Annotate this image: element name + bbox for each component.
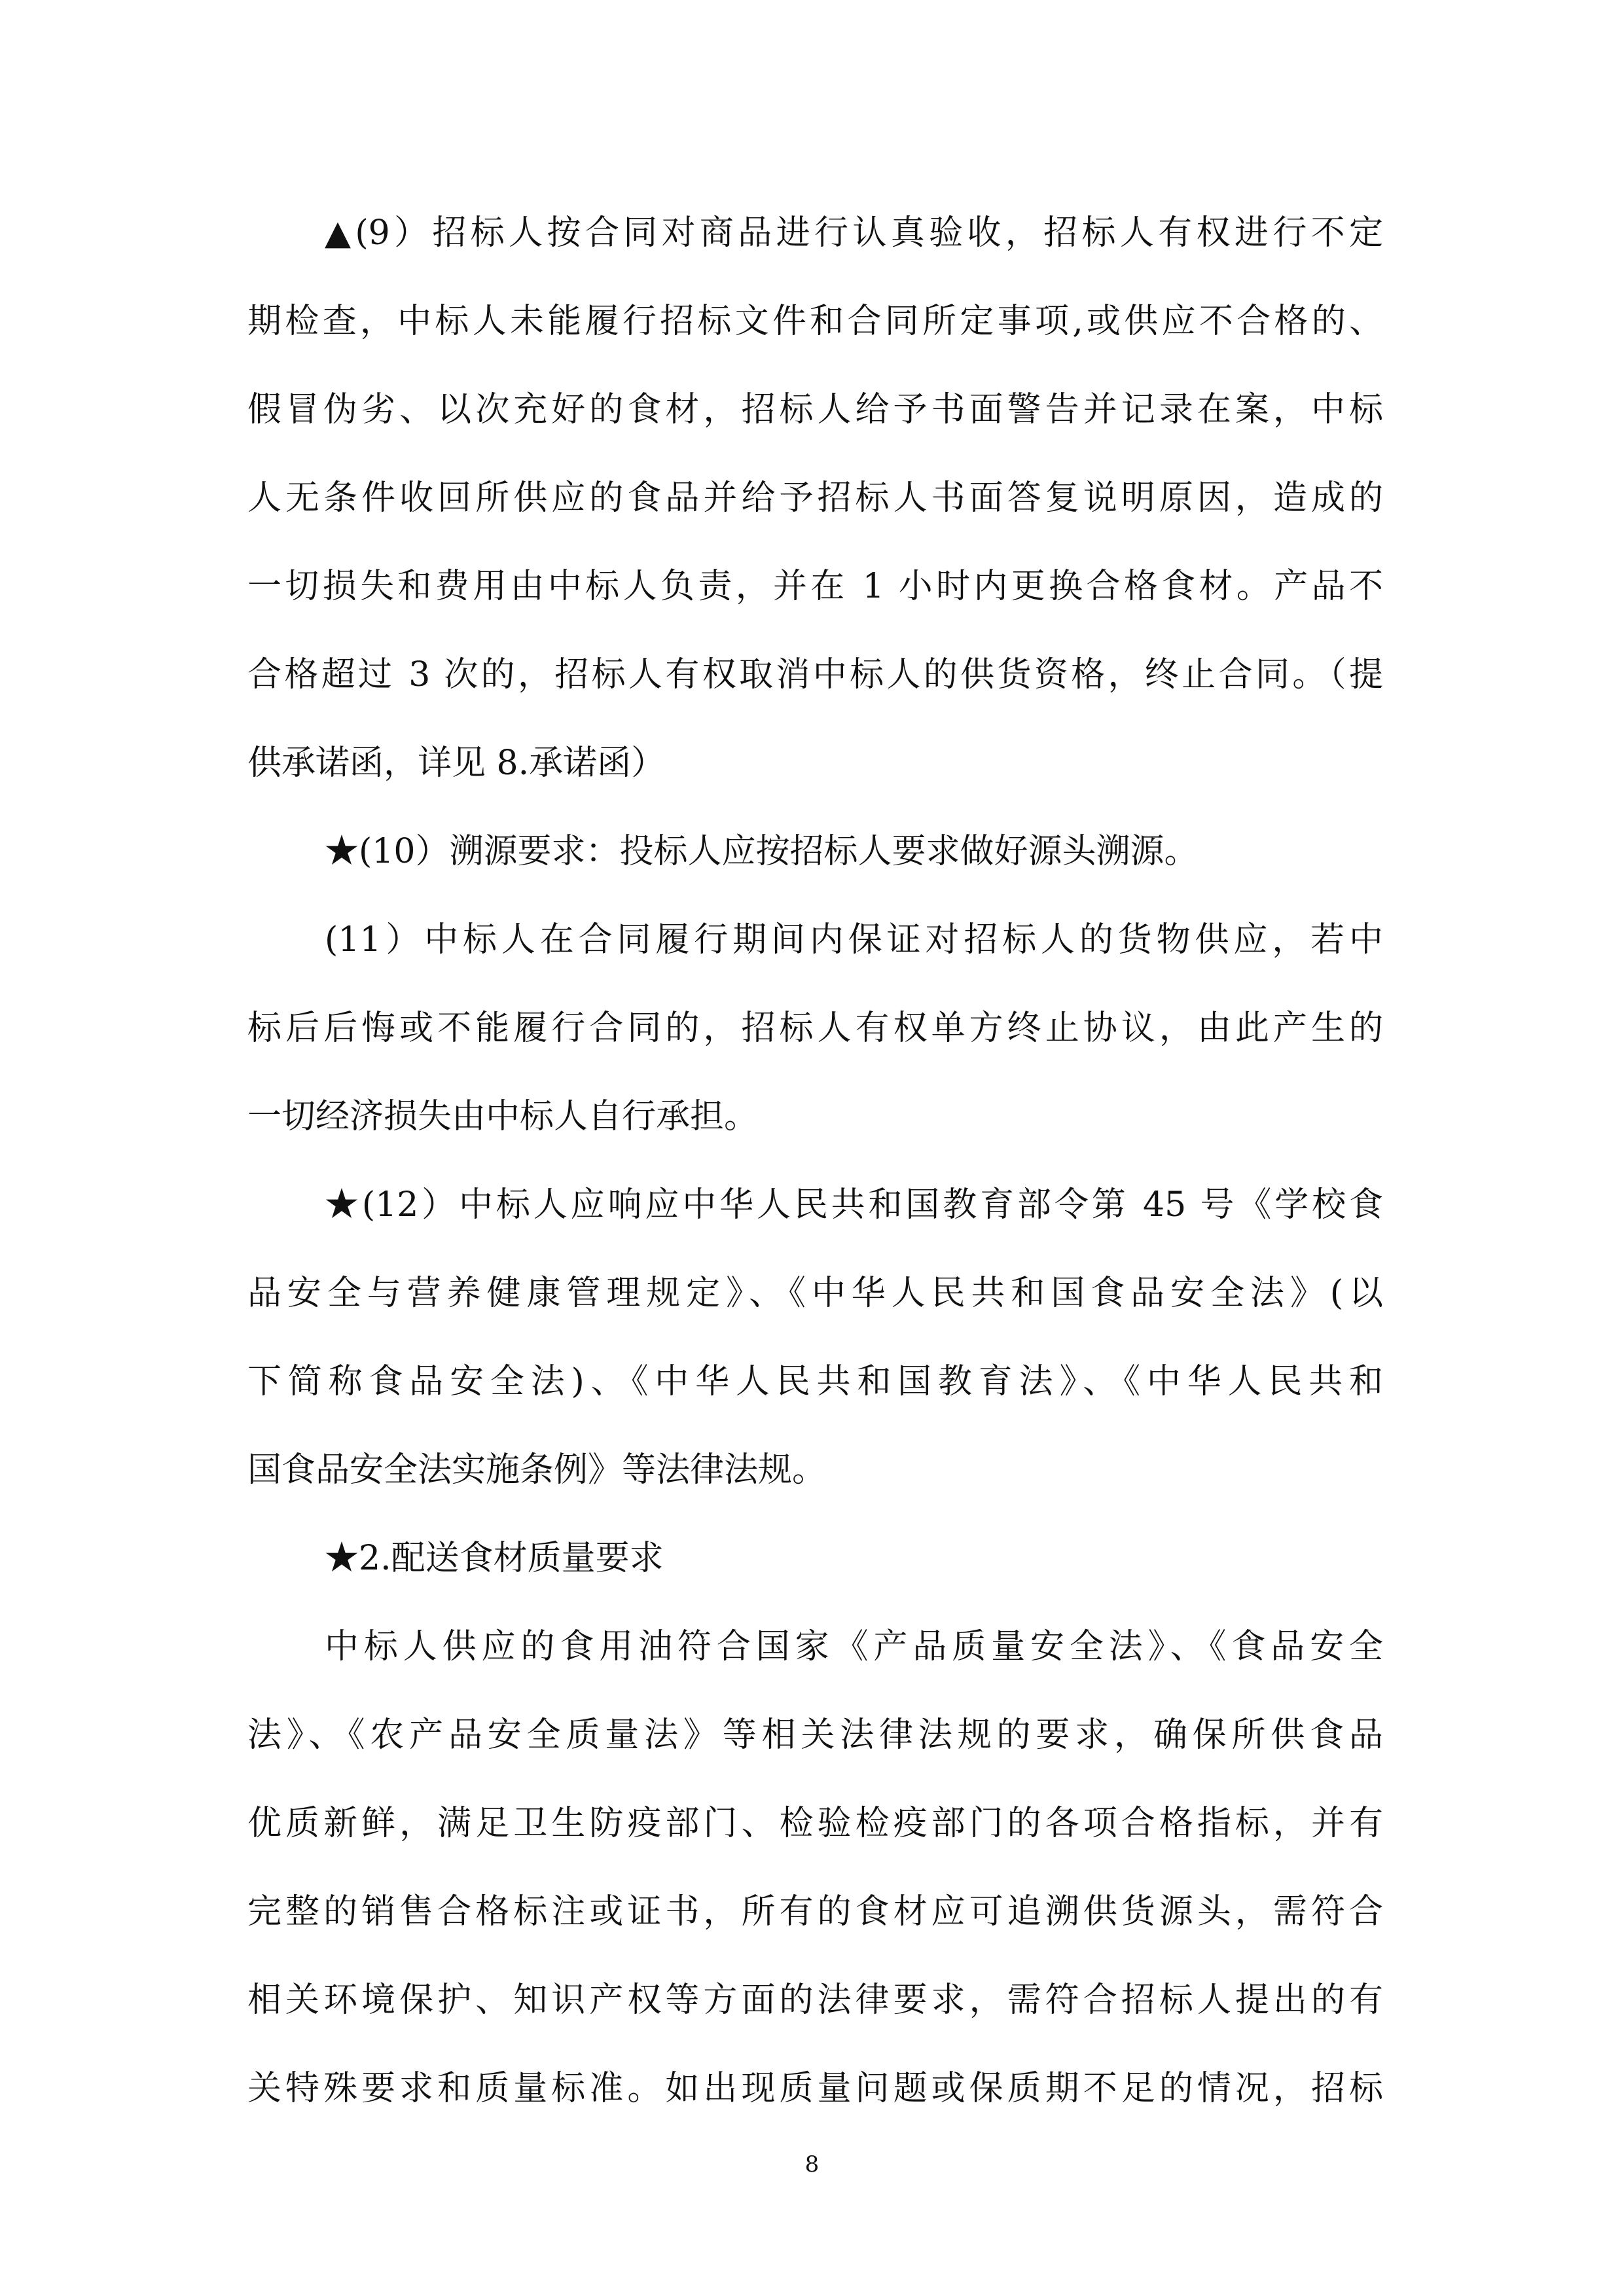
- paragraph-9-line-6: 合格超过 3 次的，招标人有权取消中标人的供货资格，终止合同。（提: [247, 655, 1383, 694]
- quality-paragraph-line-5: 相关环境保护、知识产权等方面的法律要求，需符合招标人提出的有: [247, 1981, 1383, 2020]
- paragraph-9-line-1: ▲(9）招标人按合同对商品进行认真验收，招标人有权进行不定: [325, 213, 1383, 253]
- quality-paragraph-line-6: 关特殊要求和质量标准。如出现质量问题或保质期不足的情况，招标: [247, 2069, 1383, 2108]
- quality-paragraph-line-3: 优质新鲜，满足卫生防疫部门、检验检疫部门的各项合格指标，并有: [247, 1804, 1383, 1843]
- section-heading-quality: ★2.配送食材质量要求: [325, 1539, 664, 1578]
- paragraph-11-line-3: 一切经济损失由中标人自行承担。: [247, 1097, 759, 1136]
- paragraph-9-line-4: 人无条件收回所供应的食品并给予招标人书面答复说明原因，造成的: [247, 478, 1383, 518]
- paragraph-9-line-3: 假冒伪劣、以次充好的食材，招标人给予书面警告并记录在案，中标: [247, 390, 1383, 429]
- quality-paragraph-line-2: 法》、《农产品安全质量法》等相关法律法规的要求，确保所供食品: [247, 1715, 1383, 1755]
- paragraph-9-line-5: 一切损失和费用由中标人负责，并在 1 小时内更换合格食材。产品不: [247, 567, 1383, 606]
- paragraph-12-line-4: 国食品安全法实施条例》等法律法规。: [247, 1450, 827, 1490]
- paragraph-11-line-1: (11）中标人在合同履行期间内保证对招标人的货物供应，若中: [325, 920, 1383, 960]
- quality-paragraph-line-1: 中标人供应的食用油符合国家《产品质量安全法》、《食品安全: [325, 1627, 1383, 1666]
- paragraph-12-line-2: 品安全与营养健康管理规定》、《中华人民共和国食品安全法》(以: [247, 1274, 1383, 1313]
- paragraph-9-line-2: 期检查，中标人未能履行招标文件和合同所定事项,或供应不合格的、: [247, 302, 1383, 341]
- paragraph-12-line-3: 下简称食品安全法)、《中华人民共和国教育法》、《中华人民共和: [247, 1362, 1383, 1401]
- quality-paragraph-line-4: 完整的销售合格标注或证书，所有的食材应可追溯供货源头，需符合: [247, 1892, 1383, 1931]
- paragraph-10-line-1: ★(10）溯源要求：投标人应按招标人要求做好源头溯源。: [325, 832, 1199, 871]
- page-number: 8: [804, 2151, 820, 2178]
- paragraph-9-line-7: 供承诺函，详见 8.承诺函）: [247, 744, 666, 783]
- paragraph-12-line-1: ★(12）中标人应响应中华人民共和国教育部令第 45 号《学校食: [325, 1185, 1383, 1225]
- paragraph-11-line-2: 标后后悔或不能履行合同的，招标人有权单方终止协议，由此产生的: [247, 1009, 1383, 1048]
